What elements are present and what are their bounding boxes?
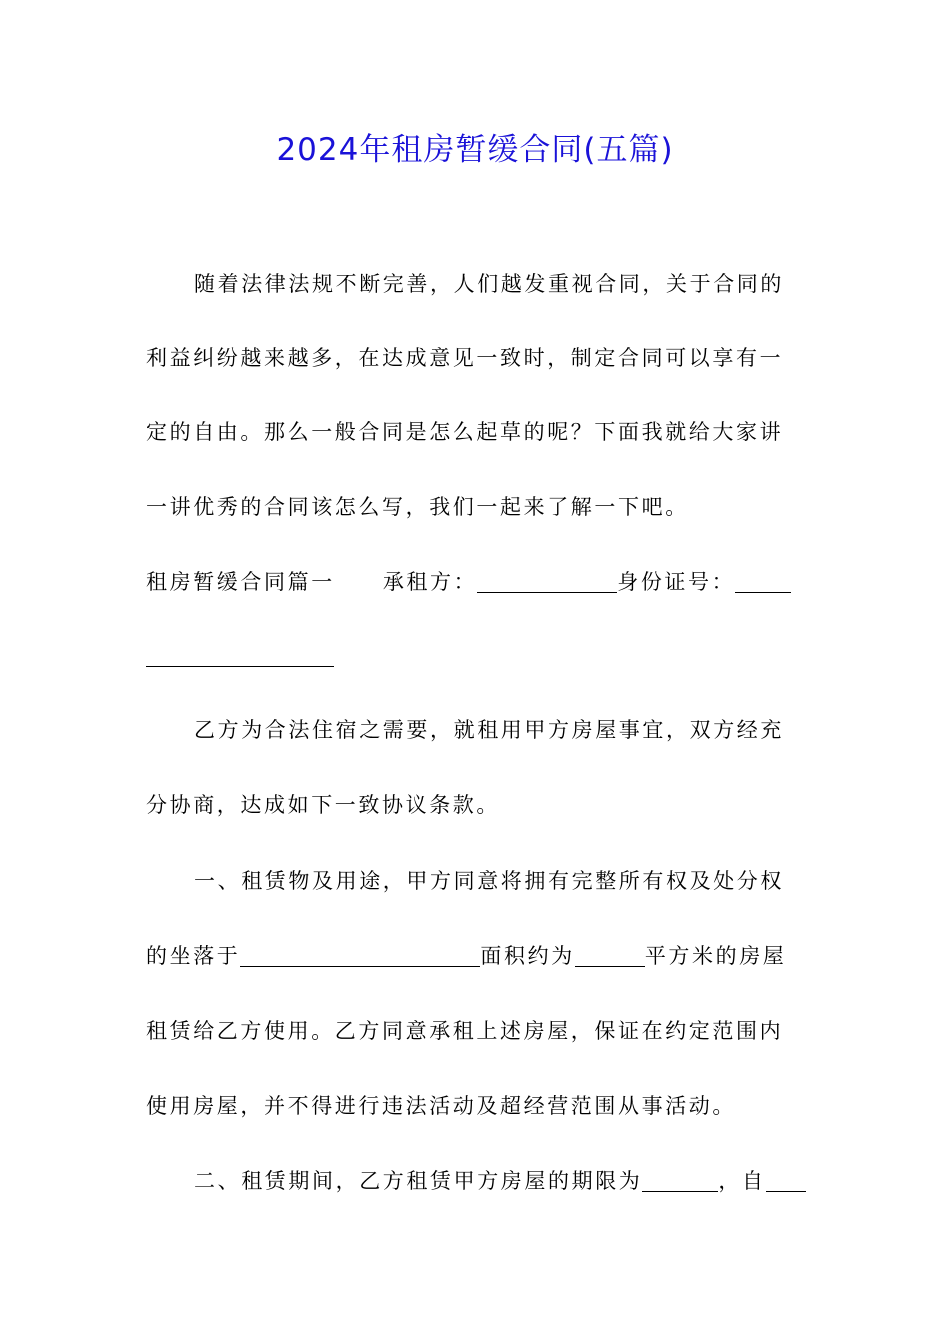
- clause-1-line-2: [146, 940, 816, 972]
- intro-line-4: 一讲优秀的合同该怎么写，我们一起来了解一下吧。: [146, 495, 689, 519]
- area-label: 面积约为: [480, 944, 575, 968]
- from-blank: [766, 1169, 806, 1192]
- clause-1-line-3: 租赁给乙方使用。乙方同意承租上述房屋，保证在约定范围内: [146, 1019, 784, 1043]
- clause-1-line-1: 一、租赁物及用途，甲方同意将拥有完整所有权及处分权: [194, 869, 784, 893]
- location-label: 的坐落于: [146, 944, 241, 968]
- intro-line-2: 利益纠纷越来越多，在达成意见一致时，制定合同可以享有一: [146, 346, 784, 370]
- area-unit-label: 平方米的房屋: [644, 944, 787, 968]
- para-1-line-1: 乙方为合法住宿之需要，就租用甲方房屋事宜，双方经充: [194, 718, 784, 742]
- area-blank: [575, 944, 645, 967]
- clause-2-line-1: [146, 1165, 864, 1197]
- location-blank: [240, 944, 480, 967]
- term-blank: [642, 1169, 718, 1192]
- intro-line-1: 随着法律法规不断完善，人们越发重视合同，关于合同的: [194, 272, 784, 296]
- section-heading: 租房暂缓合同篇一: [146, 570, 335, 594]
- lessee-label: 承租方：: [382, 570, 478, 594]
- para-1-line-2: 分协商，达成如下一致协议条款。: [146, 793, 500, 817]
- term-label: 二、租赁期间，乙方租赁甲方房屋的期限为: [194, 1169, 643, 1193]
- section-1-line: [146, 566, 816, 598]
- id-number-continuation: [146, 640, 816, 672]
- id-number-label: 身份证号：: [617, 570, 736, 594]
- id-number-blank-continued: [146, 644, 334, 667]
- clause-1-line-4: 使用房屋，并不得进行违法活动及超经营范围从事活动。: [146, 1094, 736, 1118]
- intro-line-3: 定的自由。那么一般合同是怎么起草的呢？下面我就给大家讲: [146, 420, 784, 444]
- document-title: 2024年租房暂缓合同(五篇): [276, 132, 674, 168]
- from-label: ，自: [718, 1169, 766, 1193]
- lessee-blank: [477, 570, 617, 593]
- id-number-blank: [735, 570, 791, 593]
